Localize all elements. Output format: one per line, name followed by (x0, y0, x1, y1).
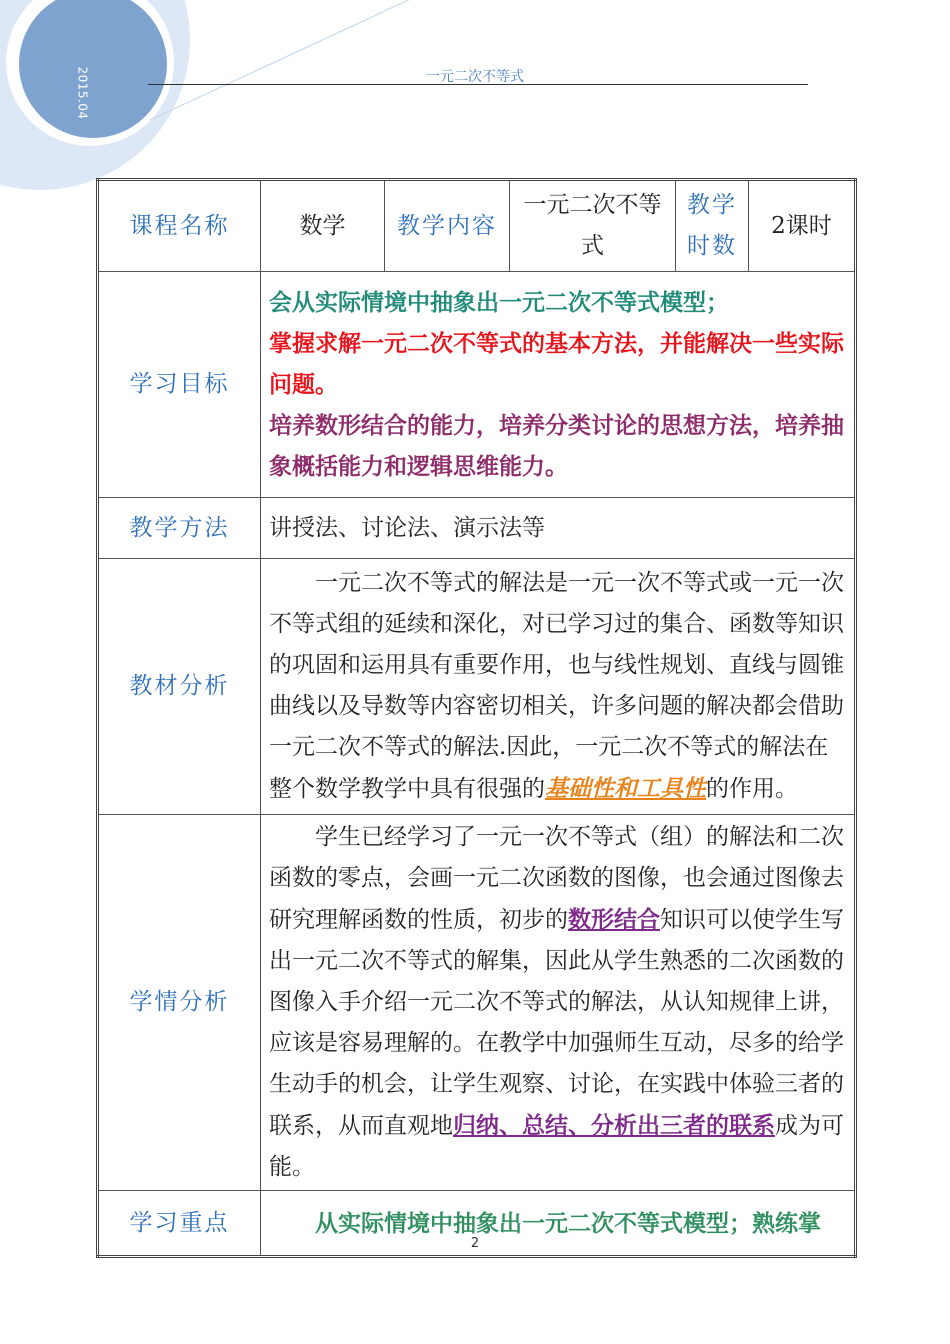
lesson-plan-table (96, 178, 857, 1258)
teaching-content-label: 教学内容 (385, 180, 510, 272)
teaching-hours-value: 2课时 (749, 180, 856, 272)
course-name-value: 数学 (261, 180, 385, 272)
textbook-highlight: 基础性和工具性 (545, 775, 706, 802)
learning-goals-content (261, 272, 856, 498)
student-text-2: 知识可以使学生写出一元二次不等式的解集，因此从学生熟悉的二次函数的图像入手介绍一元二次不等式的解法，从认知规律上讲，应该是容易理解的。在教学中加强师生互动，尽多的给学生动手的机会，让学生观察、讨论，在实践中体验三者的联系，从而直观地 (269, 907, 844, 1139)
key-points-label: 学习重点 (98, 1191, 261, 1257)
page-number: 2 (470, 1236, 480, 1251)
page-header-title: 一元二次不等式 (426, 69, 524, 85)
textbook-analysis-text: 一元二次不等式的解法是一元一次不等式或一元一次不等式组的延续和深化，对已学习过的集合、函数等知识的巩固和运用具有重要作用，也与线性规划、直线与圆锥曲线以及导数等内容密切相关，许多问题的解决都会借助一元二次不等式的解法.因此，一元二次不等式的解法在整个数学教学中具有很强的 (269, 570, 844, 802)
textbook-analysis-content (261, 559, 856, 815)
date-badge: 2015.04 (75, 66, 90, 120)
student-analysis-label: 学情分析 (98, 815, 261, 1191)
course-name-label: 课程名称 (98, 180, 261, 272)
key-points-value: 从实际情境中抽象出一元二次不等式模型；熟练掌 (261, 1191, 856, 1257)
textbook-analysis-tail: 的作用。 (706, 776, 798, 802)
goal-line-2: 掌握求解一元二次不等式的基本方法，并能解决一些实际问题。 (269, 330, 844, 398)
teaching-content-value: 一元二次不等式 (510, 180, 676, 272)
student-text-1: 学生已经学习了一元一次不等式（组）的解法和二次函数的零点，会画一元二次函数的图像，也会通过图像去研究理解函数的性质，初步的 (269, 824, 844, 933)
student-text-3: 成为可能。 (269, 1113, 844, 1180)
teaching-method-value: 讲授法、讨论法、演示法等 (261, 498, 856, 559)
student-highlight-1: 数形结合 (568, 906, 660, 933)
header-rule (148, 84, 808, 85)
student-analysis-content (261, 815, 856, 1191)
goal-line-3: 培养数形结合的能力，培养分类讨论的思想方法，培养抽象概括能力和逻辑思维能力。 (269, 412, 844, 480)
student-highlight-2: 归纳、总结、分析出三者的联系 (453, 1112, 775, 1139)
teaching-method-label: 教学方法 (98, 498, 261, 559)
learning-goals-label: 学习目标 (98, 272, 261, 498)
teaching-hours-label: 教学时数 (676, 180, 749, 272)
goal-line-1: 会从实际情境中抽象出一元二次不等式模型； (269, 289, 729, 316)
header-decoration (0, 0, 420, 200)
textbook-analysis-label: 教材分析 (98, 559, 261, 815)
